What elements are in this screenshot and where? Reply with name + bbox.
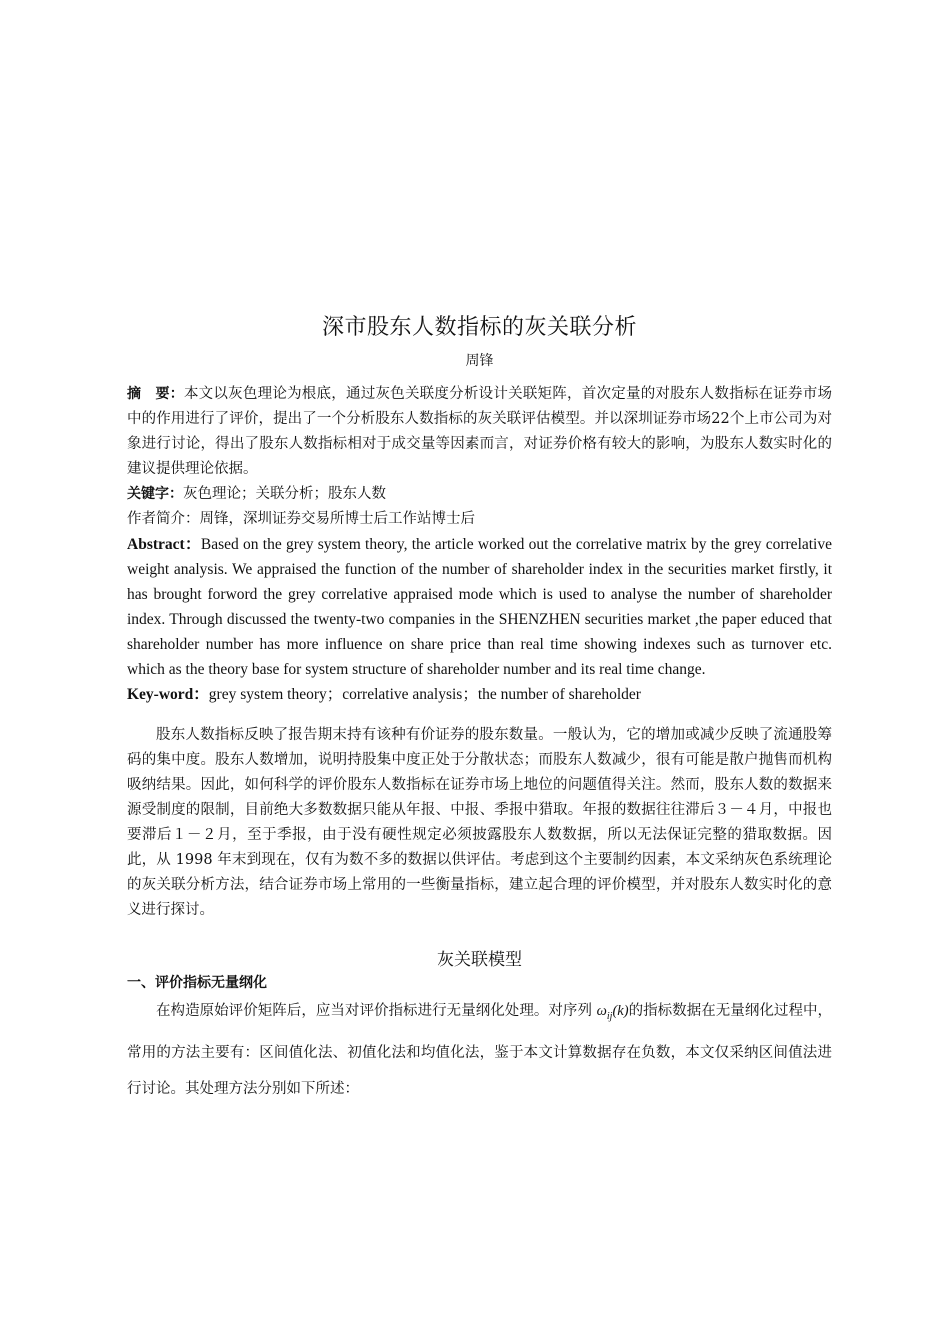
paper-content: [127, 312, 832, 1107]
keywords-en-text: grey system theory；correlative analysis；the number of shareholder: [208, 686, 641, 703]
keywords-cn-text: 灰色理论；关联分析；股东人数: [183, 486, 386, 502]
abstract-cn-text: 本文以灰色理论为根底，通过灰色关联度分析设计关联矩阵，首次定量的对股东人数指标在证券市场中的作用进行了评价，提出了一个分析股东人数指标的灰关联评估模型。并以深圳证券市场22个上市公司为对象进行讨论，得出了股东人数指标相对于成交量等因素而言，对证券价格有较大的影响，为股东人数实时化的建议提供理论依据。: [127, 386, 832, 477]
omega-argument: (k): [612, 1003, 629, 1019]
section-paragraph-start: 在构造原始评价矩阵后，应当对评价指标进行无量纲化处理。对序列: [156, 1003, 597, 1019]
keywords-en-label: Key-word：: [127, 686, 209, 703]
abstract-cn-label: 摘 要：: [127, 386, 184, 402]
author-name: 周锋: [465, 353, 494, 369]
keywords-cn-label: 关键字：: [127, 486, 183, 502]
omega-symbol: [596, 1003, 629, 1022]
intro-paragraph: 股东人数指标反映了报告期末持有该种有价证券的股东数量。一般认为，它的增加或减少反映了流通股筹码的集中度。股东人数增加，说明持股集中度正处于分散状态；而股东人数减少，很有可能是散户抛售而机构吸纳结果。因此，如何科学的评价股东人数指标在证券市场上地位的问题值得关注。然而，股东人数的数据来源受制度的限制，目前绝大多数数据只能从年报、中报、季报中猎取。年报的数据往往滞后３－４月，中报也要滞后１－２月，至于季报，由于没有硬性规定必须披露股东人数数据，所以无法保证完整的猎取数据。因此，从 1998 年末到现在，仅有为数不多的数据以供评估。考虑到这个主要制约因素，本文采纳灰色系统理论的灰关联分析方法，结合证券市场上常用的一些衡量指标，建立起合理的评价模型，并对股东人数实时化的意义进行探讨。: [127, 727, 832, 918]
abstract-en-text: Based on the grey system theory, the article worked out the correlative matrix by the grey correlative weight analysis. We appraised the function of the number of shareholder index in the securities market firstly, it has brought forword the grey correlative appraised mode which is used to analyse the number of shareholder index. Through discussed the twenty-two companies in the SHENZHEN securities market ,the paper educed that shareholder number has more influence on share price than real time showing indexes such as turnover etc. which as the theory base for system structure of shareholder number and its real time change.: [127, 536, 832, 678]
abstract-en: [127, 532, 832, 682]
subsection-heading: 一、评价指标无量纲化: [127, 975, 267, 991]
section-title: 灰关联模型: [437, 950, 522, 970]
spacer: [127, 707, 832, 723]
keywords-en: [127, 682, 832, 707]
omega-subscript: ij: [606, 1010, 613, 1022]
abstract-en-label: Abstract：: [127, 536, 201, 553]
section-paragraph-end: 的指标数据在无量纲化过程中，常用的方法主要有：区间值化法、初值化法和均值化法，鉴于本文计算数据存在负数，本文仅采纳区间值法进行讨论。其处理方法分别如下所述：: [127, 1003, 833, 1097]
author-intro-text: 周锋，深圳证券交易所博士后工作站博士后: [199, 511, 475, 527]
author-intro: [127, 507, 832, 532]
author-intro-label: 作者简介：: [127, 511, 200, 527]
abstract-cn: [127, 382, 832, 482]
keywords-cn: [127, 482, 832, 507]
omega-char: ω: [596, 1003, 607, 1019]
section-paragraph: [127, 993, 832, 1107]
paper-title: 深市股东人数指标的灰关联分析: [321, 315, 637, 340]
